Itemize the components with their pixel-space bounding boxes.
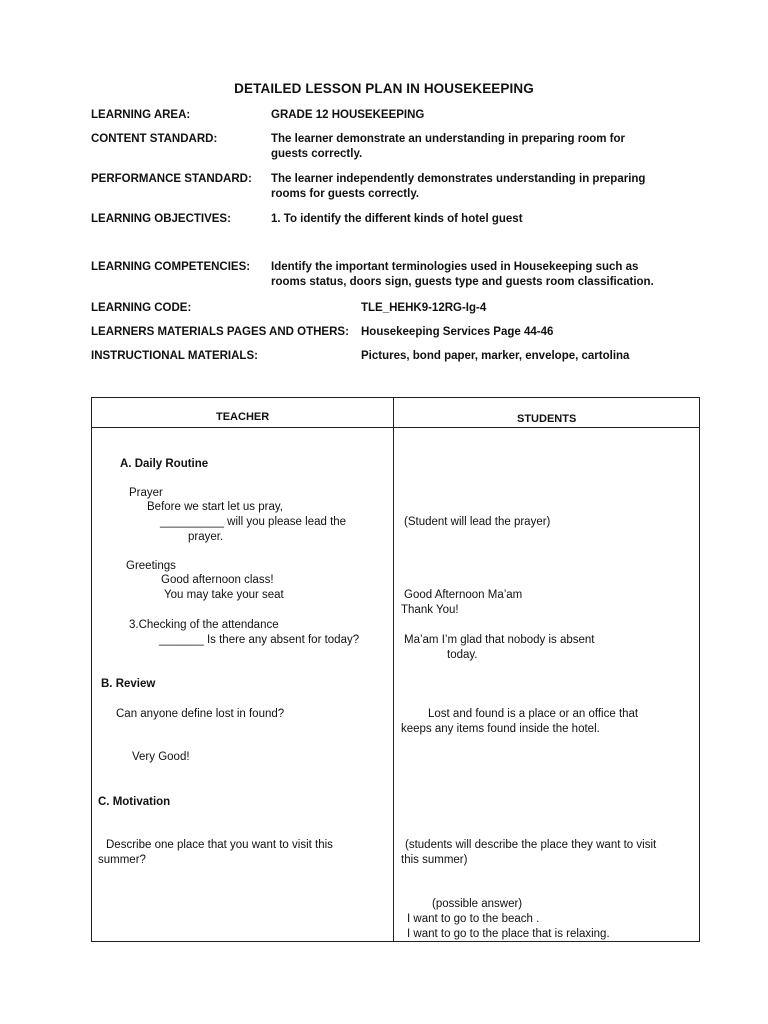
learning-objectives-label: LEARNING OBJECTIVES: — [91, 213, 231, 225]
instructional-materials-label: INSTRUCTIONAL MATERIALS: — [91, 350, 258, 362]
learning-competencies-value-line1: Identify the important terminologies used in Housekeeping such as — [271, 261, 639, 273]
performance-standard-value-line1: The learner independently demonstrates understanding in preparing — [271, 173, 646, 185]
prayer-label: Prayer — [129, 487, 163, 499]
daily-routine-heading: A. Daily Routine — [120, 458, 209, 470]
column-divider — [393, 398, 394, 941]
prayer-line1: Before we start let us pray, — [147, 501, 283, 513]
prayer-line3: prayer. — [188, 531, 224, 543]
greeting-response-line1: Good Afternoon Ma’am — [404, 589, 523, 601]
performance-standard-label: PERFORMANCE STANDARD: — [91, 173, 252, 185]
learners-materials-value: Housekeeping Services Page 44-46 — [361, 326, 554, 338]
learning-code-value: TLE_HEHK9-12RG-Ig-4 — [361, 302, 487, 314]
prayer-line2: __________ will you please lead the — [160, 516, 347, 528]
instructional-materials-value: Pictures, bond paper, marker, envelope, cartolina — [361, 350, 630, 362]
greeting-response-line2: Thank You! — [401, 604, 459, 616]
content-standard-value-line1: The learner demonstrate an understanding in preparing room for — [271, 133, 625, 145]
motivation-response-line2: this summer) — [401, 854, 468, 866]
motivation-line2: summer? — [98, 854, 146, 866]
review-question: Can anyone define lost in found? — [116, 708, 285, 720]
content-standard-label: CONTENT STANDARD: — [91, 133, 218, 145]
motivation-response-line1: (students will describe the place they want to visit — [405, 839, 657, 851]
absent-response-line1: Ma’am I’m glad that nobody is absent — [404, 634, 595, 646]
document-title: DETAILED LESSON PLAN IN HOUSEKEEPING — [234, 81, 534, 96]
motivation-heading: C. Motivation — [98, 796, 171, 808]
header-divider — [92, 427, 699, 428]
motivation-line1: Describe one place that you want to visit this — [106, 839, 333, 851]
very-good-text: Very Good! — [132, 751, 190, 763]
attendance-line1: _______ Is there any absent for today? — [159, 634, 360, 646]
possible-answer-label: (possible answer) — [432, 898, 523, 910]
learning-code-label: LEARNING CODE: — [91, 302, 192, 314]
lesson-table — [91, 397, 700, 942]
greetings-line1: Good afternoon class! — [161, 574, 274, 586]
absent-response-line2: today. — [447, 649, 478, 661]
learning-objectives-value: 1. To identify the different kinds of hotel guest — [271, 213, 523, 225]
learning-area-label: LEARNING AREA: — [91, 109, 191, 121]
teacher-column-header: TEACHER — [216, 411, 270, 423]
attendance-label: 3.Checking of the attendance — [129, 619, 279, 631]
review-response-line1: Lost and found is a place or an office that — [428, 708, 639, 720]
content-standard-value-line2: guests correctly. — [271, 148, 363, 160]
learners-materials-label: LEARNERS MATERIALS PAGES AND OTHERS: — [91, 326, 349, 338]
performance-standard-value-line2: rooms for guests correctly. — [271, 188, 420, 200]
learning-competencies-value-line2: rooms status, doors sign, guests type and guests room classification. — [271, 276, 654, 288]
possible-answer-1: I want to go to the beach . — [407, 913, 540, 925]
students-column-header: STUDENTS — [517, 413, 577, 425]
possible-answer-2: I want to go to the place that is relaxing. — [407, 928, 610, 940]
learning-competencies-label: LEARNING COMPETENCIES: — [91, 261, 251, 273]
review-response-line2: keeps any items found inside the hotel. — [401, 723, 600, 735]
review-heading: B. Review — [101, 678, 156, 690]
prayer-response: (Student will lead the prayer) — [404, 516, 551, 528]
greetings-line2: You may take your seat — [164, 589, 284, 601]
greetings-label: Greetings — [126, 560, 176, 572]
learning-area-value: GRADE 12 HOUSEKEEPING — [271, 109, 425, 121]
